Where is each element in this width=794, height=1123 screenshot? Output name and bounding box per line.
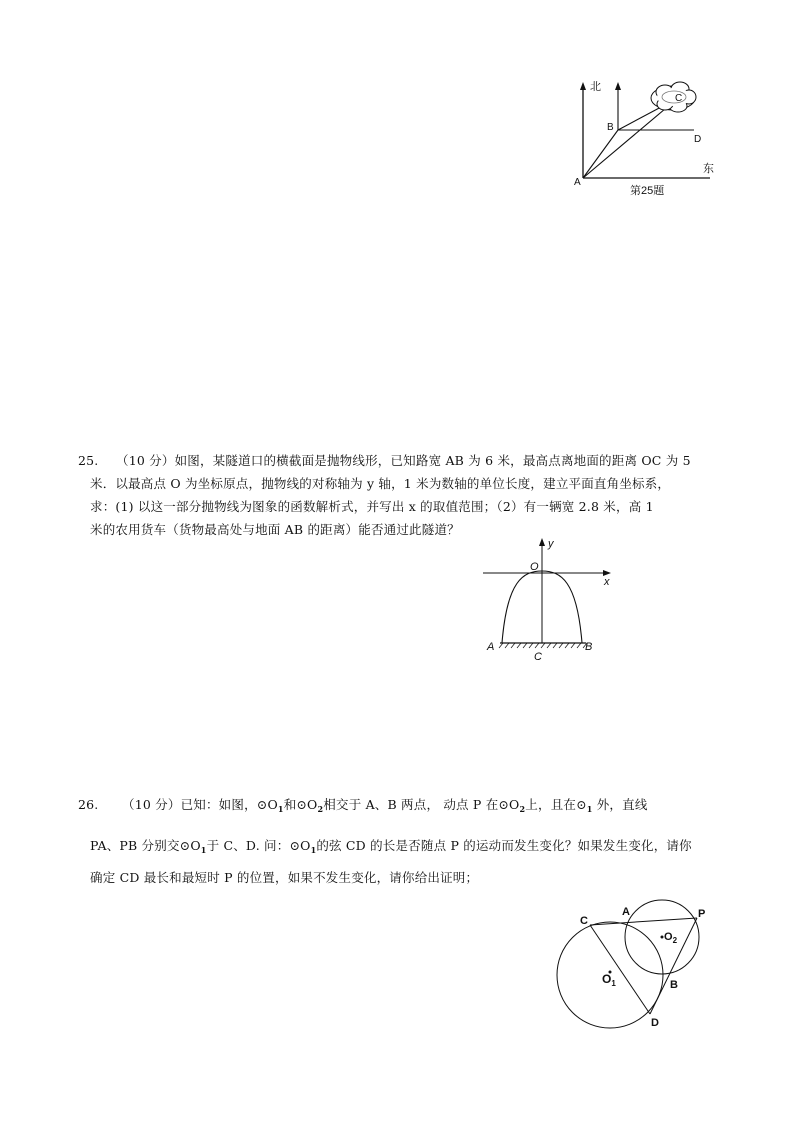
- north-label: 北: [590, 81, 601, 93]
- figure-25-compass: [570, 78, 720, 203]
- point-p-label: P: [698, 908, 706, 920]
- question-26-line-3: 确定 CD 最长和最短时 P 的位置，如果不发生变化，请你给出证明；: [90, 870, 479, 885]
- subscript: 2: [317, 804, 324, 814]
- point-c-label: C: [675, 93, 683, 104]
- line-pc: [590, 918, 697, 925]
- center-o2-label: $O_2$: [664, 931, 678, 945]
- point-a-label: A: [487, 641, 495, 653]
- question-number: 25.: [78, 453, 99, 468]
- b-north-arrow-icon: [615, 82, 621, 90]
- subscript: 1: [586, 804, 593, 814]
- figure-caption: 第25题: [630, 185, 665, 197]
- y-axis-arrow-icon: [539, 538, 545, 546]
- question-26-line-2-part-a: PA、PB 分别交⊙O: [90, 838, 201, 853]
- question-26-line-2-part-c: 的弦 CD 的长是否随点 P 的运动而发生变化？如果发生变化，请你: [316, 838, 692, 853]
- question-25-line-3: 求：(1) 以这一部分抛物线为图象的函数解析式，并写出 x 的取值范围；（2）有一辆宽 2.8 米，高 1: [90, 499, 654, 514]
- east-label: 东: [703, 163, 714, 175]
- cloud-icon: [651, 82, 696, 112]
- x-axis-label: x: [604, 576, 610, 588]
- point-o-label: O: [530, 561, 539, 573]
- point-a-label: A: [622, 906, 630, 918]
- question-26-line-1-part-d: 上，且在⊙: [525, 797, 587, 812]
- point-b-label: B: [585, 641, 593, 653]
- center-o1-label: $O_1$: [602, 972, 616, 988]
- question-25-line-4: 米的农用货车（货物最高处与地面 AB 的距离）能否通过此隧道？: [90, 522, 460, 537]
- line-pd: [650, 918, 697, 1014]
- y-axis-label: y: [548, 538, 554, 550]
- question-26-line-1-part-c: 相交于 A、B 两点， 动点 P 在⊙O: [323, 797, 520, 812]
- point-c-label: C: [580, 915, 588, 927]
- figure-25-parabola: [483, 535, 618, 663]
- question-26-line-1-part-b: 和⊙O: [283, 797, 318, 812]
- chord-cd: [590, 925, 650, 1014]
- north-arrow-icon: [580, 82, 586, 90]
- point-a-label: A: [574, 177, 581, 188]
- segment-ab: [583, 130, 618, 178]
- question-26-line-2-part-b: 于 C、D. 问：⊙O: [206, 838, 311, 853]
- question-25-line-2: 米．以最高点 O 为坐标原点，抛物线的对称轴为 y 轴，1 米为数轴的单位长度，建立平面直角坐标系，: [90, 476, 671, 491]
- question-26-line-1-part-e: 外，直线: [592, 797, 648, 812]
- point-c-label: C: [534, 651, 542, 663]
- point-b-label: B: [670, 979, 678, 991]
- point-d-label: D: [694, 134, 702, 145]
- point-b-label: B: [607, 122, 614, 133]
- subscript: 1: [277, 804, 284, 814]
- question-number: 26.: [78, 797, 99, 812]
- ground-hatching: [499, 643, 587, 648]
- subscript: 1: [200, 845, 207, 855]
- point-d-label: D: [651, 1017, 659, 1029]
- subscript: 2: [519, 804, 526, 814]
- figure-26-circles: [552, 900, 722, 1035]
- question-25-line-1: （10 分）如图，某隧道口的横截面是抛物线形，已知路宽 AB 为 6 米，最高点离地面的距离 OC 为 5: [116, 453, 691, 468]
- subscript: 1: [310, 845, 317, 855]
- question-26-line-1-part-a: （10 分）已知：如图，⊙O: [122, 797, 278, 812]
